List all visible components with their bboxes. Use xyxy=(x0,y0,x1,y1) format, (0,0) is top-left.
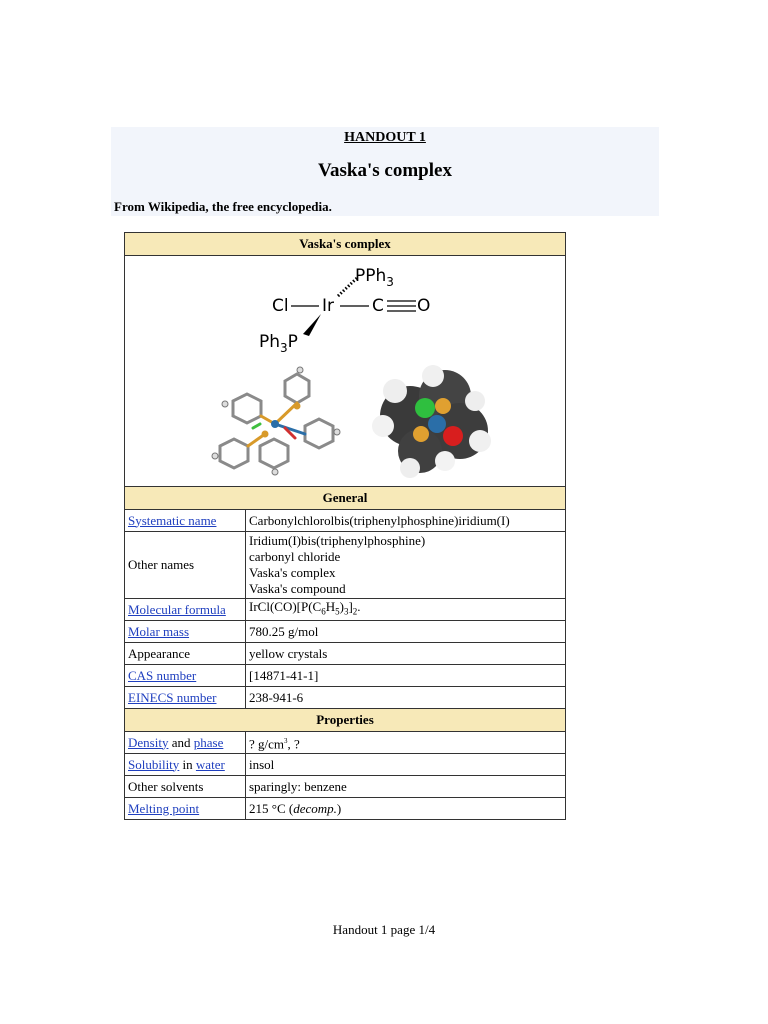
infobox-table xyxy=(124,232,566,820)
table-row xyxy=(125,532,566,599)
ball-and-stick-model xyxy=(212,367,340,475)
handout-title: HANDOUT 1 xyxy=(344,130,426,145)
other-names-label: Other names xyxy=(125,532,246,599)
table-row: Solubility in water insol xyxy=(125,754,566,776)
cas-number-value: [14871-41-1] xyxy=(246,665,566,687)
header-block xyxy=(111,127,659,216)
molar-mass-link[interactable]: Molar mass xyxy=(128,623,190,639)
solid-wedge xyxy=(303,314,321,336)
table-row xyxy=(125,510,566,532)
table-row xyxy=(125,665,566,687)
other-solvents-label: Other solvents xyxy=(125,776,246,798)
ir-label: Ir xyxy=(322,296,335,316)
table-row xyxy=(125,776,566,798)
table-row xyxy=(125,643,566,665)
einecs-number-value: 238-941-6 xyxy=(246,687,566,709)
c-label: C xyxy=(372,296,384,316)
appearance-value: yellow crystals xyxy=(246,643,566,665)
appearance-label: Appearance xyxy=(125,643,246,665)
molar-mass-value: 780.25 g/mol xyxy=(246,621,566,643)
structural-formula xyxy=(259,266,430,355)
systematic-name-value: Carbonylchlorolbis(triphenylphosphine)iridium(I) xyxy=(246,510,566,532)
infobox-title: Vaska's complex xyxy=(125,233,566,256)
einecs-number-link[interactable]: EINECS number xyxy=(128,689,217,705)
solubility-value: insol xyxy=(246,754,566,776)
other-name: Vaska's complex xyxy=(249,565,336,580)
table-row xyxy=(125,687,566,709)
table-row xyxy=(125,621,566,643)
other-name: carbonyl chloride xyxy=(249,549,341,564)
table-row xyxy=(125,798,566,820)
hashed-wedge xyxy=(338,278,357,296)
cas-number-link[interactable]: CAS number xyxy=(128,667,197,683)
page-footer: Handout 1 page 1/4 xyxy=(332,922,436,937)
section-general: General xyxy=(125,487,566,510)
space-filling-model xyxy=(372,365,491,478)
structure-diagram xyxy=(125,256,565,486)
density-link[interactable]: Density xyxy=(128,734,169,750)
other-names-value xyxy=(246,532,566,599)
table-row xyxy=(125,599,566,621)
density-value: ? $g/cm^3$, ? xyxy=(246,732,566,754)
pph3-top-label: PPh$_3$ xyxy=(355,266,394,289)
systematic-name-link[interactable]: Systematic name xyxy=(128,512,217,528)
water-link[interactable]: water xyxy=(195,756,225,772)
other-solvents-value: sparingly: benzene xyxy=(246,776,566,798)
o-label: O xyxy=(417,296,431,316)
melting-point-value: 215 °C (decomp.) xyxy=(246,798,566,820)
other-name: Vaska's compound xyxy=(249,581,346,596)
table-row: Density and phase ? $g/cm^3$, ? xyxy=(125,732,566,754)
source-line: From Wikipedia, the free encyclopedia. xyxy=(114,199,332,214)
solubility-link[interactable]: Solubility xyxy=(128,756,180,772)
structure-image-cell xyxy=(125,256,566,487)
other-name: Iridium(I)bis(triphenylphosphine) xyxy=(249,533,426,548)
melting-point-link[interactable]: Melting point xyxy=(128,800,200,816)
cl-label: Cl xyxy=(272,296,289,316)
phase-link[interactable]: phase xyxy=(193,734,224,750)
molecular-formula-link[interactable]: Molecular formula xyxy=(128,601,226,617)
ph3p-left-label: $Ph_3P$ xyxy=(259,332,298,355)
article-title: Vaska's complex xyxy=(318,160,452,181)
section-properties: Properties xyxy=(125,709,566,732)
molecular-formula-value: $IrCl(CO)[P(C_6H_5)_3]_2$. xyxy=(246,599,566,621)
